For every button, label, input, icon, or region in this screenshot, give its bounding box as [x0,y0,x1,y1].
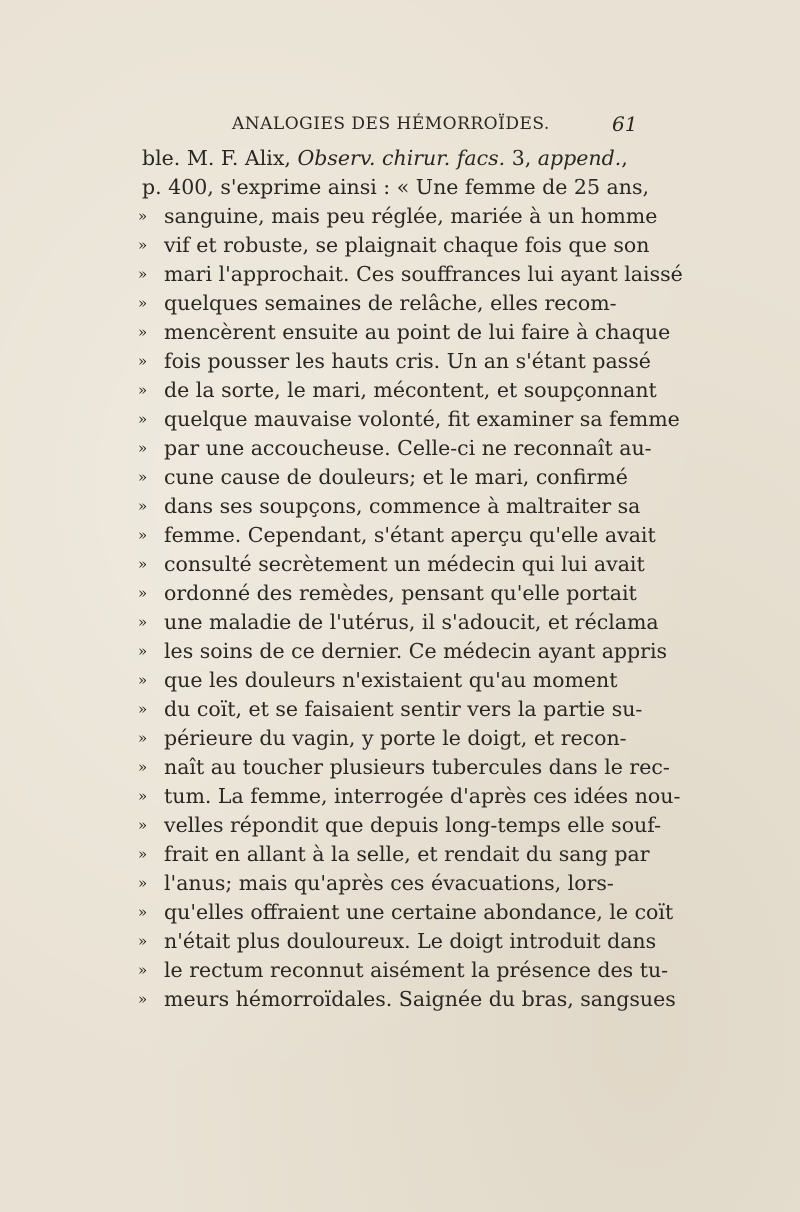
line-text [142,173,649,202]
text-line [118,318,671,347]
text-run: mari l'approchait. Ces souffrances lui ayant laissé [164,262,683,286]
quotation-marker: » [138,526,148,544]
line-text [164,898,673,927]
text-line [118,492,658,521]
text-run: fois pousser les hauts cris. Un an s'étant passé [164,349,651,373]
line-text [164,434,652,463]
line-text [164,695,642,724]
line-text [164,405,680,434]
quotation-marker: » [138,787,148,805]
line-text [164,782,680,811]
text-line [118,550,658,579]
text-line [118,405,680,434]
line-text [164,289,617,318]
text-run: meurs hémorroïdales. Saignée du bras, sangsues [164,987,676,1011]
text-line [118,231,658,260]
line-text [164,202,657,231]
line-text [164,985,676,1014]
quotation-marker: » [138,990,148,1008]
text-line [118,956,669,985]
line-text [164,550,645,579]
text-line [118,579,658,608]
quotation-marker: » [138,265,148,283]
quotation-marker: » [138,352,148,370]
text-run: femme. Cependant, s'étant aperçu qu'elle avait [164,523,656,547]
text-run: quelque mauvaise volonté, fit examiner sa femme [164,407,680,431]
text-run: velles répondit que depuis long-temps elle souf- [164,813,662,837]
line-text [164,318,670,347]
quotation-marker: » [138,584,148,602]
line-text [142,144,628,173]
text-line [118,376,658,405]
quotation-marker: » [138,729,148,747]
quotation-marker: » [138,758,148,776]
text-line [118,347,658,376]
quotation-marker: » [138,845,148,863]
text-run: l'anus; mais qu'après ces évacuations, lors- [164,871,614,895]
text-run: cune cause de douleurs; et le mari, confirmé [164,465,628,489]
text-line [118,811,662,840]
line-text [164,753,670,782]
body-text [118,144,683,1014]
text-run: mencèrent ensuite au point de lui faire à chaque [164,320,671,344]
text-run: vif et robuste, se plaignait chaque fois que son [164,233,650,257]
text-line [118,144,658,173]
citation-italic: append. [537,146,622,170]
text-line [118,985,676,1014]
text-run: 3, [505,146,538,170]
text-line [118,521,658,550]
text-run: naît au toucher plusieurs tubercules dans le rec- [164,755,670,779]
line-text [164,231,649,260]
text-line [118,695,658,724]
text-line [118,637,668,666]
text-run: périeure du vagin, y porte le doigt, et recon- [164,726,627,750]
citation-italic: Observ. chirur. facs. [297,146,506,170]
text-line [118,666,658,695]
quotation-marker: » [138,961,148,979]
line-text [164,666,618,695]
quotation-marker: » [138,903,148,921]
text-run: de la sorte, le mari, mécontent, et soupçonnant [164,378,657,402]
text-run: , [621,146,628,170]
quotation-marker: » [138,236,148,254]
text-line [118,202,658,231]
text-run: frait en allant à la selle, et rendait du sang par [164,842,650,866]
quotation-marker: » [138,439,148,457]
text-line [118,840,658,869]
text-line [118,434,658,463]
quotation-marker: » [138,323,148,341]
text-run: consulté secrètement un médecin qui lui avait [164,552,645,576]
quotation-marker: » [138,468,148,486]
text-line [118,869,658,898]
quotation-marker: » [138,555,148,573]
quotation-marker: » [138,410,148,428]
line-text [164,608,659,637]
text-run: par une accoucheuse. Celle-ci ne reconnaît au- [164,436,652,460]
text-run: ordonné des remèdes, pensant qu'elle portait [164,581,637,605]
line-text [164,927,656,956]
quotation-marker: » [138,932,148,950]
text-run: les soins de ce dernier. Ce médecin ayant appris [164,639,668,663]
line-text [164,956,668,985]
text-run: p. 400, s'exprime ainsi : « Une femme de 25 ans, [142,175,649,199]
text-run: quelques semaines de relâche, elles recom- [164,291,617,315]
line-text [164,811,661,840]
text-run: sanguine, mais peu réglée, mariée à un homme [164,204,658,228]
line-text [164,579,637,608]
text-line [118,463,658,492]
text-run: le rectum reconnut aisément la présence des tu- [164,958,669,982]
text-line [118,608,658,637]
line-text [164,637,667,666]
text-line [118,173,658,202]
text-line [118,260,683,289]
text-run: n'était plus douloureux. Le doigt introduit dans [164,929,657,953]
line-text [164,521,656,550]
text-line [118,782,681,811]
quotation-marker: » [138,671,148,689]
quotation-marker: » [138,700,148,718]
line-text [164,492,640,521]
quotation-marker: » [138,642,148,660]
text-run: une maladie de l'utérus, il s'adoucit, et réclama [164,610,659,634]
text-line [118,898,674,927]
text-run: ble. M. F. Alix, [142,146,298,170]
page-header [0,108,800,138]
line-text [164,840,650,869]
quotation-marker: » [138,874,148,892]
text-line [118,753,670,782]
line-text [164,376,657,405]
text-run: du coït, et se faisaient sentir vers la partie su- [164,697,643,721]
line-text [164,463,628,492]
line-text [164,260,683,289]
quotation-marker: » [138,207,148,225]
quotation-marker: » [138,497,148,515]
quotation-marker: » [138,381,148,399]
quotation-marker: » [138,613,148,631]
text-line [118,289,658,318]
text-run: que les douleurs n'existaient qu'au moment [164,668,618,692]
page-number: 61 [612,112,638,136]
text-line [118,927,658,956]
running-head: ANALOGIES DES HÉMORROÏDES. [232,114,550,134]
text-run: dans ses soupçons, commence à maltraiter sa [164,494,641,518]
line-text [164,869,614,898]
line-text [164,724,627,753]
text-run: tum. La femme, interrogée d'après ces idées nou- [164,784,681,808]
quotation-marker: » [138,816,148,834]
line-text [164,347,651,376]
text-line [118,724,658,753]
quotation-marker: » [138,294,148,312]
text-run: qu'elles offraient une certaine abondance, le coït [164,900,674,924]
